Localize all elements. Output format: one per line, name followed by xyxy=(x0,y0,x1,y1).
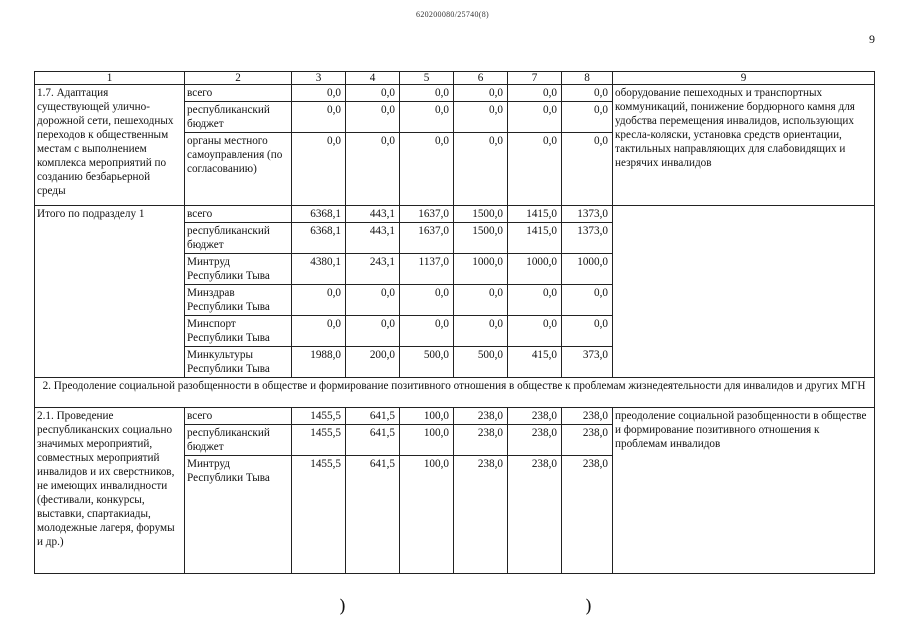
amount-cell: 0,0 xyxy=(454,85,508,102)
funding-source: республиканский бюджет xyxy=(185,425,292,456)
table-row xyxy=(35,408,875,425)
document-code: 620200080/25740(8) xyxy=(416,10,489,19)
header-cell: 8 xyxy=(562,72,613,85)
amount-cell: 1000,0 xyxy=(562,254,613,285)
amount-cell: 0,0 xyxy=(400,316,454,347)
amount-cell: 238,0 xyxy=(508,408,562,425)
amount-cell: 443,1 xyxy=(346,223,400,254)
funding-source: Минспорт Республики Тыва xyxy=(185,316,292,347)
amount-cell: 238,0 xyxy=(508,425,562,456)
amount-cell: 6368,1 xyxy=(292,206,346,223)
amount-cell: 1455,5 xyxy=(292,408,346,425)
amount-cell: 0,0 xyxy=(292,133,346,206)
amount-cell: 100,0 xyxy=(400,456,454,574)
header-cell: 5 xyxy=(400,72,454,85)
amount-cell: 1988,0 xyxy=(292,347,346,378)
amount-cell: 243,1 xyxy=(346,254,400,285)
header-cell: 3 xyxy=(292,72,346,85)
amount-cell: 1637,0 xyxy=(400,223,454,254)
amount-cell: 1455,5 xyxy=(292,425,346,456)
amount-cell: 0,0 xyxy=(292,102,346,133)
amount-cell: 0,0 xyxy=(508,133,562,206)
amount-cell: 4380,1 xyxy=(292,254,346,285)
amount-cell: 0,0 xyxy=(292,85,346,102)
amount-cell: 0,0 xyxy=(400,285,454,316)
amount-cell: 238,0 xyxy=(508,456,562,574)
funding-source: всего xyxy=(185,85,292,102)
funding-source: органы местного самоуправления (по согласованию) xyxy=(185,133,292,206)
header-cell: 1 xyxy=(35,72,185,85)
amount-cell: 0,0 xyxy=(400,102,454,133)
margin-mark: ) xyxy=(339,596,347,617)
measure-title: 2.1. Проведение республиканских социально значимых мероприятий, совместных мероприятий инвалидов и их сверстников, не имеющих инвалидности (фестивали, конкурсы, выставки, спартакиады, молодежные лагеря, форумы и др.) xyxy=(35,408,185,574)
funding-source: Минтруд Республики Тыва xyxy=(185,456,292,574)
amount-cell: 0,0 xyxy=(508,285,562,316)
amount-cell: 238,0 xyxy=(454,456,508,574)
measure-title: 1.7. Адаптация существующей улично-дорожной сети, пешеходных переходов к общественным местам с выполнением комплекса мероприятий по созданию безбарьерной среды xyxy=(35,85,185,206)
section-row xyxy=(35,378,875,408)
header-row xyxy=(35,72,875,85)
amount-cell: 0,0 xyxy=(454,133,508,206)
funding-source: Минтруд Республики Тыва xyxy=(185,254,292,285)
funding-source: всего xyxy=(185,408,292,425)
amount-cell: 0,0 xyxy=(508,316,562,347)
amount-cell: 0,0 xyxy=(400,133,454,206)
amount-cell: 641,5 xyxy=(346,408,400,425)
funding-source: всего xyxy=(185,206,292,223)
amount-cell: 100,0 xyxy=(400,425,454,456)
amount-cell: 6368,1 xyxy=(292,223,346,254)
amount-cell: 1500,0 xyxy=(454,206,508,223)
amount-cell: 238,0 xyxy=(562,425,613,456)
amount-cell: 1137,0 xyxy=(400,254,454,285)
amount-cell: 1415,0 xyxy=(508,206,562,223)
amount-cell: 100,0 xyxy=(400,408,454,425)
amount-cell: 0,0 xyxy=(346,102,400,133)
amount-cell: 238,0 xyxy=(562,408,613,425)
amount-cell: 1000,0 xyxy=(454,254,508,285)
amount-cell: 1500,0 xyxy=(454,223,508,254)
amount-cell: 1373,0 xyxy=(562,223,613,254)
amount-cell: 0,0 xyxy=(292,316,346,347)
amount-cell: 0,0 xyxy=(400,85,454,102)
amount-cell: 373,0 xyxy=(562,347,613,378)
header-cell: 6 xyxy=(454,72,508,85)
amount-cell: 1000,0 xyxy=(508,254,562,285)
expected-result-empty xyxy=(613,206,875,378)
header-cell: 4 xyxy=(346,72,400,85)
expected-result: оборудование пешеходных и транспортных коммуникаций, понижение бордюрного камня для удобства перемещения инвалидов, использующих кресла-коляски, установка средств ориентации, тактильных направляющих для слабовидящих и незрячих инвалидов xyxy=(613,85,875,206)
amount-cell: 0,0 xyxy=(346,133,400,206)
header-cell: 2 xyxy=(185,72,292,85)
amount-cell: 500,0 xyxy=(454,347,508,378)
amount-cell: 641,5 xyxy=(346,425,400,456)
subtotal-title: Итого по подразделу 1 xyxy=(35,206,185,378)
amount-cell: 0,0 xyxy=(562,316,613,347)
amount-cell: 0,0 xyxy=(508,102,562,133)
amount-cell: 0,0 xyxy=(508,85,562,102)
amount-cell: 443,1 xyxy=(346,206,400,223)
table-row xyxy=(35,206,875,223)
amount-cell: 0,0 xyxy=(454,102,508,133)
amount-cell: 0,0 xyxy=(454,316,508,347)
amount-cell: 0,0 xyxy=(346,285,400,316)
amount-cell: 0,0 xyxy=(562,102,613,133)
header-cell: 7 xyxy=(508,72,562,85)
funding-source: Минздрав Республики Тыва xyxy=(185,285,292,316)
amount-cell: 238,0 xyxy=(454,425,508,456)
amount-cell: 0,0 xyxy=(454,285,508,316)
amount-cell: 0,0 xyxy=(562,285,613,316)
amount-cell: 0,0 xyxy=(292,285,346,316)
amount-cell: 0,0 xyxy=(562,133,613,206)
amount-cell: 641,5 xyxy=(346,456,400,574)
section-heading: 2. Преодоление социальной разобщенности в обществе и формирование позитивного отношения в обществе к проблемам жизнедеятельности для инвалидов и других МГН xyxy=(35,378,875,408)
funding-source: республиканский бюджет xyxy=(185,102,292,133)
amount-cell: 0,0 xyxy=(346,85,400,102)
header-cell: 9 xyxy=(613,72,875,85)
amount-cell: 500,0 xyxy=(400,347,454,378)
margin-mark: ) xyxy=(585,596,593,617)
funding-source: Минкультуры Республики Тыва xyxy=(185,347,292,378)
amount-cell: 238,0 xyxy=(454,408,508,425)
amount-cell: 1415,0 xyxy=(508,223,562,254)
amount-cell: 1455,5 xyxy=(292,456,346,574)
table-row xyxy=(35,85,875,102)
amount-cell: 238,0 xyxy=(562,456,613,574)
amount-cell: 0,0 xyxy=(346,316,400,347)
expected-result: преодоление социальной разобщенности в обществе и формирование позитивного отношения к проблемам инвалидов xyxy=(613,408,875,574)
amount-cell: 0,0 xyxy=(562,85,613,102)
amount-cell: 1373,0 xyxy=(562,206,613,223)
funding-source: республиканский бюджет xyxy=(185,223,292,254)
program-table xyxy=(34,71,875,574)
amount-cell: 200,0 xyxy=(346,347,400,378)
amount-cell: 1637,0 xyxy=(400,206,454,223)
amount-cell: 415,0 xyxy=(508,347,562,378)
page-number: 9 xyxy=(869,32,875,46)
